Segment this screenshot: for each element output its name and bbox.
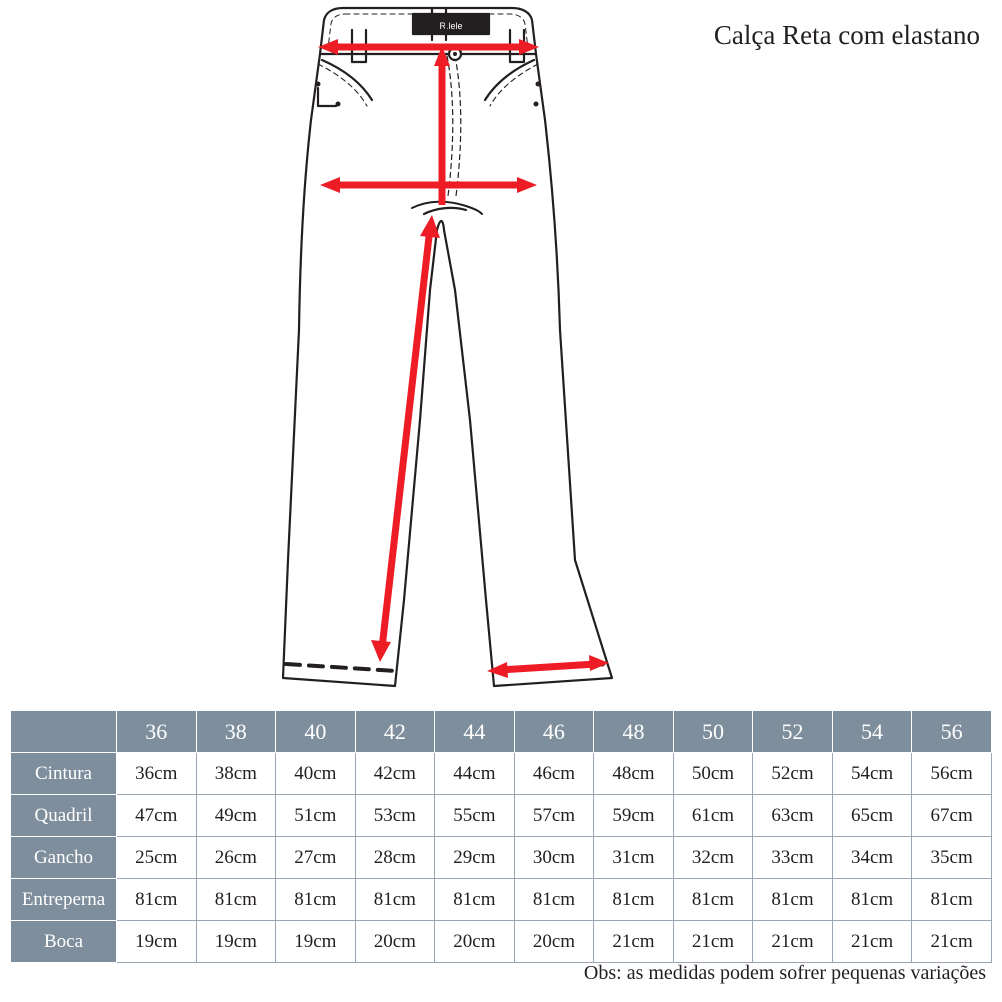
cell-entreperna-50: 81cm bbox=[673, 879, 753, 921]
cell-gancho-40: 27cm bbox=[276, 837, 356, 879]
cell-gancho-56: 35cm bbox=[912, 837, 992, 879]
table-row bbox=[11, 837, 992, 879]
cell-entreperna-48: 81cm bbox=[594, 879, 674, 921]
size-header-56: 56 bbox=[912, 711, 992, 753]
cell-boca-44: 20cm bbox=[435, 921, 515, 963]
cell-quadril-48: 59cm bbox=[594, 795, 674, 837]
row-label-gancho: Gancho bbox=[11, 837, 117, 879]
cell-gancho-48: 31cm bbox=[594, 837, 674, 879]
cell-entreperna-40: 81cm bbox=[276, 879, 356, 921]
size-header-52: 52 bbox=[753, 711, 833, 753]
row-label-entreperna: Entreperna bbox=[11, 879, 117, 921]
page-title: Calça Reta com elastano bbox=[713, 20, 980, 50]
cell-gancho-42: 28cm bbox=[355, 837, 435, 879]
cell-entreperna-46: 81cm bbox=[514, 879, 594, 921]
cell-cintura-36: 36cm bbox=[117, 753, 197, 795]
cell-gancho-54: 34cm bbox=[832, 837, 912, 879]
row-label-cintura: Cintura bbox=[11, 753, 117, 795]
cell-cintura-40: 40cm bbox=[276, 753, 356, 795]
size-header-54: 54 bbox=[832, 711, 912, 753]
cell-quadril-38: 49cm bbox=[196, 795, 276, 837]
row-label-boca: Boca bbox=[11, 921, 117, 963]
size-header-40: 40 bbox=[276, 711, 356, 753]
cell-entreperna-56: 81cm bbox=[912, 879, 992, 921]
cell-cintura-50: 50cm bbox=[673, 753, 753, 795]
cell-boca-46: 20cm bbox=[514, 921, 594, 963]
size-header-38: 38 bbox=[196, 711, 276, 753]
cell-quadril-56: 67cm bbox=[912, 795, 992, 837]
cell-boca-50: 21cm bbox=[673, 921, 753, 963]
cell-quadril-54: 65cm bbox=[832, 795, 912, 837]
size-header-42: 42 bbox=[355, 711, 435, 753]
cell-boca-42: 20cm bbox=[355, 921, 435, 963]
cell-entreperna-44: 81cm bbox=[435, 879, 515, 921]
cell-quadril-44: 55cm bbox=[435, 795, 515, 837]
cell-quadril-40: 51cm bbox=[276, 795, 356, 837]
size-header-46: 46 bbox=[514, 711, 594, 753]
cell-entreperna-42: 81cm bbox=[355, 879, 435, 921]
table-header-row bbox=[11, 711, 992, 753]
cell-gancho-38: 26cm bbox=[196, 837, 276, 879]
cell-quadril-46: 57cm bbox=[514, 795, 594, 837]
cell-quadril-36: 47cm bbox=[117, 795, 197, 837]
cell-entreperna-52: 81cm bbox=[753, 879, 833, 921]
cell-entreperna-54: 81cm bbox=[832, 879, 912, 921]
size-header-48: 48 bbox=[594, 711, 674, 753]
measurement-note: Obs: as medidas podem sofrer pequenas variações bbox=[583, 962, 986, 984]
svg-text:R.lele: R.lele bbox=[439, 21, 463, 31]
table-row bbox=[11, 753, 992, 795]
cell-cintura-44: 44cm bbox=[435, 753, 515, 795]
cell-quadril-52: 63cm bbox=[753, 795, 833, 837]
cell-gancho-52: 33cm bbox=[753, 837, 833, 879]
cell-entreperna-38: 81cm bbox=[196, 879, 276, 921]
cell-cintura-38: 38cm bbox=[196, 753, 276, 795]
cell-boca-40: 19cm bbox=[276, 921, 356, 963]
cell-gancho-44: 29cm bbox=[435, 837, 515, 879]
cell-cintura-56: 56cm bbox=[912, 753, 992, 795]
table-corner-cell bbox=[11, 711, 117, 753]
cell-gancho-46: 30cm bbox=[514, 837, 594, 879]
cell-cintura-46: 46cm bbox=[514, 753, 594, 795]
table-row bbox=[11, 795, 992, 837]
cell-quadril-50: 61cm bbox=[673, 795, 753, 837]
cell-boca-56: 21cm bbox=[912, 921, 992, 963]
cell-cintura-54: 54cm bbox=[832, 753, 912, 795]
cell-gancho-36: 25cm bbox=[117, 837, 197, 879]
size-table-head bbox=[11, 711, 992, 753]
cell-cintura-42: 42cm bbox=[355, 753, 435, 795]
size-table bbox=[10, 710, 992, 963]
cell-boca-36: 19cm bbox=[117, 921, 197, 963]
cell-gancho-50: 32cm bbox=[673, 837, 753, 879]
table-row bbox=[11, 879, 992, 921]
size-header-36: 36 bbox=[117, 711, 197, 753]
cell-boca-52: 21cm bbox=[753, 921, 833, 963]
cell-boca-54: 21cm bbox=[832, 921, 912, 963]
cell-boca-48: 21cm bbox=[594, 921, 674, 963]
row-label-quadril: Quadril bbox=[11, 795, 117, 837]
cell-entreperna-36: 81cm bbox=[117, 879, 197, 921]
table-row bbox=[11, 921, 992, 963]
cell-cintura-52: 52cm bbox=[753, 753, 833, 795]
cell-boca-38: 19cm bbox=[196, 921, 276, 963]
size-header-50: 50 bbox=[673, 711, 753, 753]
cell-cintura-48: 48cm bbox=[594, 753, 674, 795]
size-header-44: 44 bbox=[435, 711, 515, 753]
cell-quadril-42: 53cm bbox=[355, 795, 435, 837]
size-table-body bbox=[11, 753, 992, 963]
